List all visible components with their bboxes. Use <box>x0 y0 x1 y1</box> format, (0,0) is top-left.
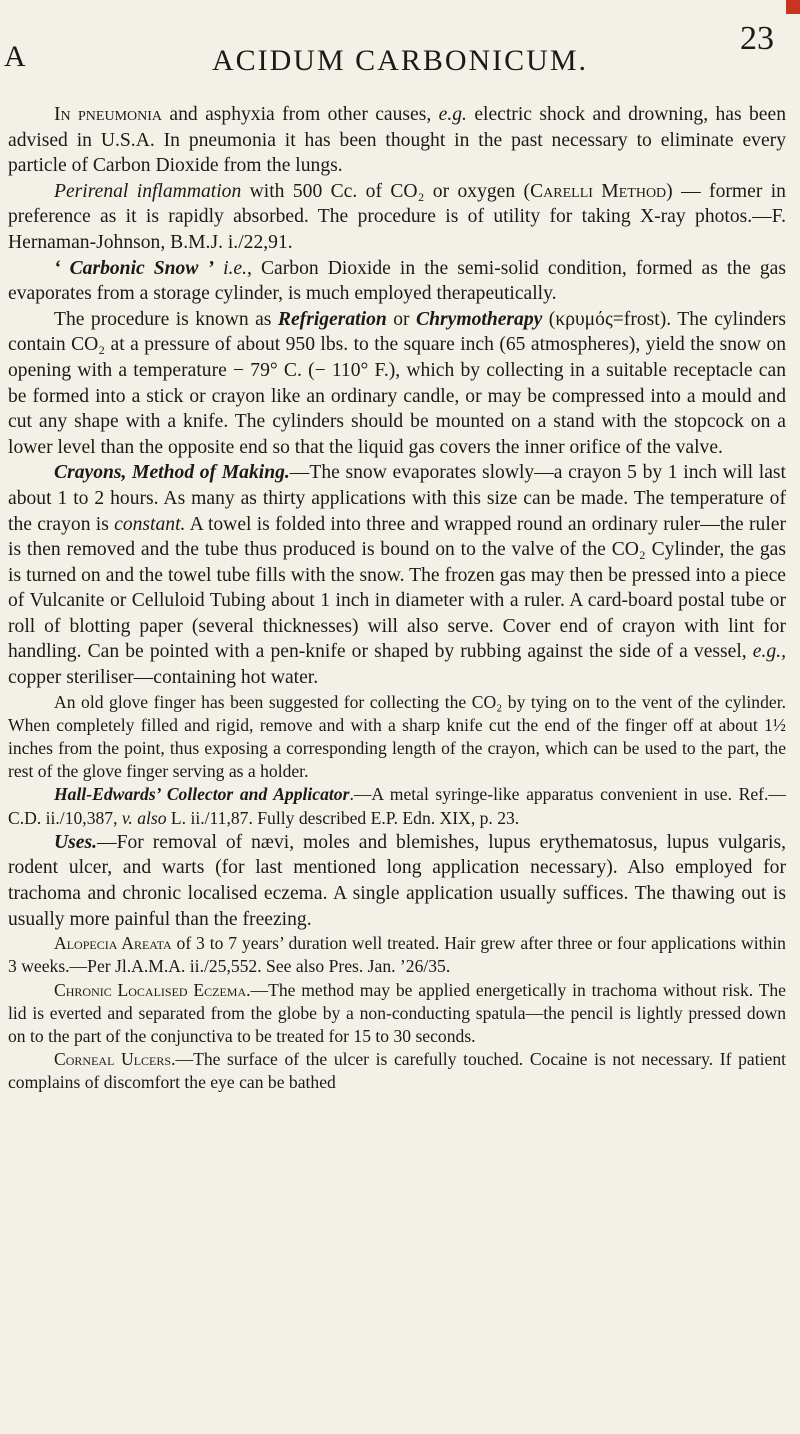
run-in-heading: Chrymotherapy <box>416 308 543 330</box>
paragraph <box>8 932 786 978</box>
running-head: ACIDUM CARBONICUM. <box>211 44 589 77</box>
run-in-heading: ‘ Carbonic Snow ’ <box>54 257 215 279</box>
text-run: with 500 Cc. of CO₂ or oxygen ( <box>241 180 531 202</box>
page-number: 23 <box>740 20 774 57</box>
text-run: .—The surface of the ulcer is carefully touched. Cocaine is not necessary. If patient complains of discomfort the eye can be bathed <box>8 1049 787 1093</box>
paragraph <box>8 102 786 179</box>
text-run: Corneal Ulcers <box>54 1049 172 1070</box>
text-run: .—A metal syringe-like apparatus convenient in use. Ref.—C.D. ii./10,387, <box>8 784 786 828</box>
paragraph <box>8 1048 786 1094</box>
text-run: ) — former in preference as it is rapidly absorbed. The procedure is of utility for taking X-ray photos.—F. Hernaman-Johnson, B.M.J. i./22,91. <box>8 180 786 253</box>
run-in-heading: Uses. <box>54 831 97 853</box>
text-run: i.e., <box>223 257 252 279</box>
text-run: A towel is folded into three and wrapped round an ordinary ruler—the ruler is then removed and the tube thus produced is bound on to the valve of the CO₂ Cylinder, the gas is turned on and the towel tube fills with the snow. The frozen gas may then be pressed into a piece of Vulcanite or Celluloid Tubing about 1 inch in diameter with a ruler. A card-board postal tube or roll of blotting paper (several thicknesses) will also serve. Cover end of crayon with lint for handling. Can be pointed with a pen-knife or shaped by rubbing against the side of a vessel, <box>8 513 786 663</box>
paragraph <box>8 256 786 307</box>
text-run <box>214 258 223 279</box>
text-run: Alopecia Areata <box>54 933 172 954</box>
body-text <box>8 102 786 1095</box>
corner-letter: A <box>4 40 26 73</box>
text-run: In pneumonia <box>54 104 163 125</box>
text-run: or <box>386 308 417 330</box>
paragraph <box>8 783 786 829</box>
run-in-heading: Refrigeration <box>277 308 387 330</box>
run-in-heading: Crayons, Method of Making. <box>54 462 290 484</box>
page-edge-mark <box>786 0 800 14</box>
paragraph <box>8 179 786 256</box>
paragraph <box>8 979 786 1049</box>
text-run: An old glove finger has been suggested for collecting the CO₂ by tying on to the vent of the cylinder. When completely filled and rigid, remove and with a sharp knife cut the end of the finger off at about 1½ inches from the point, thus exposing a corresponding length of the crayon, which can be used to the part, the rest of the glove finger serving as a holder. <box>8 691 786 782</box>
text-run: .—The method may be applied energetically in trachoma without risk. The lid is everted and separated from the globe by a non-conducting spatula—the pencil is lightly pressed down on to the part of the conjunctiva to be treated for 15 to 30 seconds. <box>8 979 786 1047</box>
text-run: Chronic Localised Eczema <box>54 979 247 1000</box>
text-run: (κρυμός=frost). The cylinders contain CO₂ at a pressure of about 950 lbs. to the square inch (65 atmospheres), yield the snow on opening with a temperature − 79° C. (− 110° F.), which by collecting in a suitable receptacle can be formed into a stick or crayon like an ordinary candle, or may be compressed into a mould and cut any shape with a knife. The cylinders should be mounted on a stand with the stopcock on a lower level than the opposite end so that the liquid gas covers the inner orifice of the valve. <box>8 308 787 458</box>
text-run: v. also <box>121 807 167 828</box>
text-run: Carelli Method <box>530 180 667 202</box>
text-run: e.g. <box>438 104 467 125</box>
paragraph <box>8 691 786 784</box>
run-in-heading: Hall-Edwards’ Collector and Applicator <box>54 784 350 805</box>
text-run: L. ii./11,87. Fully described E.P. Edn. XIX, p. 23. <box>166 807 520 828</box>
text-run: —For removal of nævi, moles and blemishes, lupus erythematosus, lupus vulgaris, rodent ulcer, and warts (for last mentioned long application necessary). Also employed for trachoma and chronic localised eczema. A single application usually suffices. The thawing out is usually more painful than the freezing. <box>8 831 786 930</box>
paragraph <box>8 830 786 932</box>
text-run: copper steriliser—containing hot water. <box>8 667 319 689</box>
text-run: Carbon Dioxide in the semi-solid condition, formed as the gas evaporates from a storage cylinder, is much employed therapeutically. <box>8 257 786 305</box>
paragraph <box>8 307 786 461</box>
text-run: The procedure is known as <box>54 308 278 330</box>
text-run: and asphyxia from other causes, <box>162 104 439 125</box>
text-run: electric shock and drowning, has been advised in U.S.A. In pneumonia it has been thought in the past necessary to eliminate every particle of Carbon Dioxide from the lungs. <box>8 104 786 177</box>
text-run: constant. <box>114 513 186 535</box>
paragraph <box>8 460 786 690</box>
text-run: —The snow evaporates slowly—a crayon 5 by 1 inch will last about 1 to 2 hours. As many as thirty applications with this size can be made. The temperature of the crayon is <box>8 462 786 535</box>
text-run: e.g., <box>752 641 786 663</box>
text-run: Perirenal inflammation <box>54 180 242 202</box>
text-run: of 3 to 7 years’ duration well treated. Hair grew after three or four applications within 3 weeks.—Per Jl.A.M.A. ii./25,552. See also Pres. Jan. ’26/35. <box>8 933 786 977</box>
